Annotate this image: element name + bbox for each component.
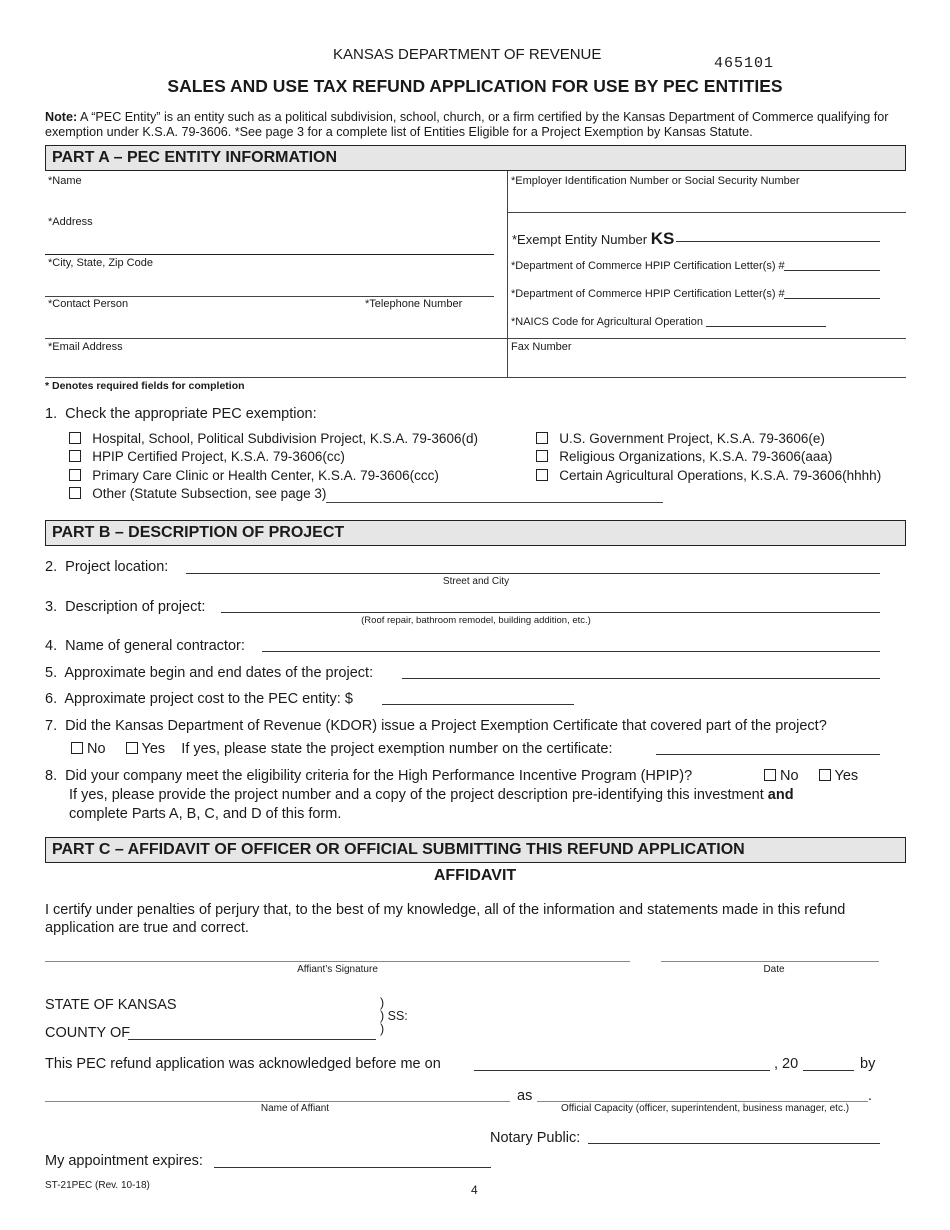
exempt-entity-field[interactable] [676,241,880,242]
q2-caption: Street and City [442,576,510,587]
year-field[interactable] [803,1070,854,1071]
ss-bracket-top: ) [380,996,385,1010]
fax-label: Fax Number [511,341,572,353]
q8-options [764,768,858,784]
q3-label [45,599,205,615]
q3-number: 3. [45,599,58,615]
option-religious[interactable] [536,448,881,466]
q1-number: 1. [45,406,58,422]
checkbox[interactable] [69,487,81,499]
signature-caption: Affiant’s Signature [297,964,378,975]
option-us-government[interactable] [536,430,881,448]
q5-label [45,665,373,681]
q8-instructions [69,787,794,803]
q8-yes-label: Yes [834,768,859,784]
q2-text: Project location: [65,559,169,575]
q2-label [45,559,168,575]
official-capacity-field[interactable] [537,1101,868,1102]
project-dates-field[interactable] [402,678,880,679]
q8-no-checkbox[interactable] [764,769,776,781]
q8-instructions-text: If yes, please provide the project number and a copy of the project description pre-identifying this investment [69,787,768,803]
county-field[interactable] [128,1039,376,1040]
project-cost-field[interactable] [382,704,574,705]
hpip-letter-2-label: *Department of Commerce HPIP Certification Letter(s) # [511,288,785,300]
q5-number: 5. [45,665,58,681]
address-field[interactable] [47,228,493,252]
part-a-bottom-border [45,377,906,378]
option-label: Hospital, School, Political Subdivision Project, K.S.A. 79-3606(d) [92,431,478,446]
q8-number: 8. [45,768,58,784]
q7-label [45,718,827,734]
ss-bracket [380,997,408,1036]
note-text: A “PEC Entity” is an entity such as a political subdivision, school, church, or a firm certified by the Kansas Department of Commerce qualifying for exemption under K.S.A. 79-3606. *See page 3 for a complete list of Entities Eligible for a Project Exemption by Kansas Statute. [45,110,889,139]
naics-label: *NAICS Code for Agricultural Operation [511,316,703,328]
exemption-number-field[interactable] [656,754,880,755]
q1-right-options [536,430,881,485]
q5-text: Approximate begin and end dates of the project: [64,665,374,681]
city-label: *City, State, Zip Code [48,257,153,269]
q7-no-label: No [87,741,106,757]
form-id: ST-21PEC (Rev. 10-18) [45,1180,150,1191]
option-label: Religious Organizations, K.S.A. 79-3606(aaa) [559,449,833,465]
date-field[interactable] [661,961,879,962]
q7-text: Did the Kansas Department of Revenue (KDOR) issue a Project Exemption Certificate that covered part of the project? [65,718,827,734]
acknowledgment-date-field[interactable] [474,1070,770,1071]
option-label: Other (Statute Subsection, see page 3) [92,485,327,501]
part-b-header: PART B – DESCRIPTION OF PROJECT [45,520,906,546]
required-note: * Denotes required fields for completion [45,380,245,392]
by-label: by [860,1056,876,1072]
address-underline [45,254,494,255]
capacity-caption: Official Capacity (officer, superintendent, business manager, etc.) [560,1103,850,1114]
contact-person-field[interactable] [47,310,493,334]
note-paragraph [45,110,907,140]
contact-row-border [45,338,906,339]
checkbox[interactable] [536,432,548,444]
contact-person-label: *Contact Person [48,298,129,310]
general-contractor-field[interactable] [262,651,880,652]
q3-text: Description of project: [65,599,206,615]
q7-number: 7. [45,718,58,734]
affiant-name-caption: Name of Affiant [260,1103,330,1114]
address-label: *Address [48,216,93,228]
q7-yes-label: Yes [141,741,166,757]
q8-text: Did your company meet the eligibility criteria for the High Performance Incentive Program (HPIP)? [65,768,693,784]
affidavit-heading: AFFIDAVIT [433,867,517,884]
email-label: *Email Address [48,341,123,353]
q4-label [45,638,245,654]
other-statute-field[interactable] [326,489,663,503]
exempt-entity-label [512,229,674,249]
q8-and: and [767,787,794,803]
page-number: 4 [471,1183,478,1197]
hpip-letter-1-field[interactable] [784,270,880,271]
q6-text: Approximate project cost to the PEC entity: $ [64,691,353,707]
notary-field[interactable] [588,1143,880,1144]
project-description-field[interactable] [221,612,880,613]
q6-number: 6. [45,691,58,707]
checkbox[interactable] [536,450,548,462]
part-a-divider [507,171,508,378]
project-location-field[interactable] [186,573,880,574]
q7-follow-up: If yes, please state the project exemption number on the certificate: [181,741,613,757]
year-prefix: , 20 [774,1056,799,1072]
exempt-prefix: KS [650,229,675,248]
q8-instructions-line3: complete Parts A, B, C, and D of this form. [69,806,342,822]
affiant-signature-field[interactable] [45,961,630,962]
q3-caption: (Roof repair, bathroom remodel, building addition, etc.) [361,615,591,626]
as-label: as [517,1088,533,1104]
hpip-letter-2-field[interactable] [784,298,880,299]
part-c-header: PART C – AFFIDAVIT OF OFFICER OR OFFICIAL SUBMITTING THIS REFUND APPLICATION [45,837,906,863]
ein-field[interactable] [510,186,902,210]
q8-no-label: No [780,768,799,784]
ein-underline [507,212,906,213]
option-label: Certain Agricultural Operations, K.S.A. 79-3606(hhhh) [559,467,882,483]
affiant-name-field[interactable] [45,1101,510,1102]
acknowledgment-text: This PEC refund application was acknowledged before me on [45,1056,441,1072]
q7-no-checkbox[interactable] [71,742,83,754]
option-label: Primary Care Clinic or Health Center, K.S.A. 79-3606(ccc) [92,467,439,483]
q6-label [45,691,353,707]
q7-yes-checkbox[interactable] [126,742,138,754]
q4-text: Name of general contractor: [65,638,245,654]
option-label: U.S. Government Project, K.S.A. 79-3606(e) [559,431,825,446]
q8-yes-checkbox[interactable] [819,769,831,781]
fax-field[interactable] [510,352,902,374]
note-label: Note: [45,110,78,124]
city-field[interactable] [47,268,493,292]
checkbox[interactable] [69,432,81,444]
notary-label: Notary Public: [490,1130,581,1146]
certification-statement: I certify under penalties of perjury that, to the best of my knowledge, all of the information and statements made in this refund application are true and correct. [45,902,846,936]
exempt-entity-label-text: *Exempt Entity Number [512,232,648,247]
option-other[interactable] [69,485,663,503]
form-code: 465101 [714,55,775,72]
telephone-label: *Telephone Number [365,298,463,310]
form-title: SALES AND USE TAX REFUND APPLICATION FOR USE BY PEC ENTITIES [167,76,783,96]
q4-number: 4. [45,638,58,654]
state-label: STATE OF KANSAS [45,997,177,1013]
option-label: HPIP Certified Project, K.S.A. 79-3606(cc) [92,449,345,465]
appointment-expires-field[interactable] [214,1167,491,1168]
q1-prompt [45,406,317,422]
name-field[interactable] [47,186,502,210]
naics-field[interactable] [706,326,826,327]
ein-label: *Employer Identification Number or Social Security Number [511,175,800,187]
appointment-expires-label: My appointment expires: [45,1153,203,1169]
checkbox[interactable] [69,469,81,481]
ss-bracket-middle: ) SS: [380,1009,408,1023]
date-caption: Date [763,964,785,975]
q7-options [71,741,613,757]
checkbox[interactable] [69,450,81,462]
checkbox[interactable] [536,469,548,481]
department-name: KANSAS DEPARTMENT OF REVENUE [333,46,602,63]
q2-number: 2. [45,559,58,575]
q8-label [45,768,692,784]
part-a-header: PART A – PEC ENTITY INFORMATION [45,145,906,171]
county-label: COUNTY OF [45,1025,131,1041]
name-label: *Name [48,175,82,187]
hpip-letter-1-label: *Department of Commerce HPIP Certification Letter(s) # [511,260,785,272]
capacity-period: . [868,1088,873,1104]
q1-text: Check the appropriate PEC exemption: [65,406,317,422]
ss-bracket-bottom: ) [380,1022,385,1036]
city-underline [45,296,494,297]
email-field[interactable] [47,352,502,374]
option-agricultural[interactable] [536,467,881,485]
